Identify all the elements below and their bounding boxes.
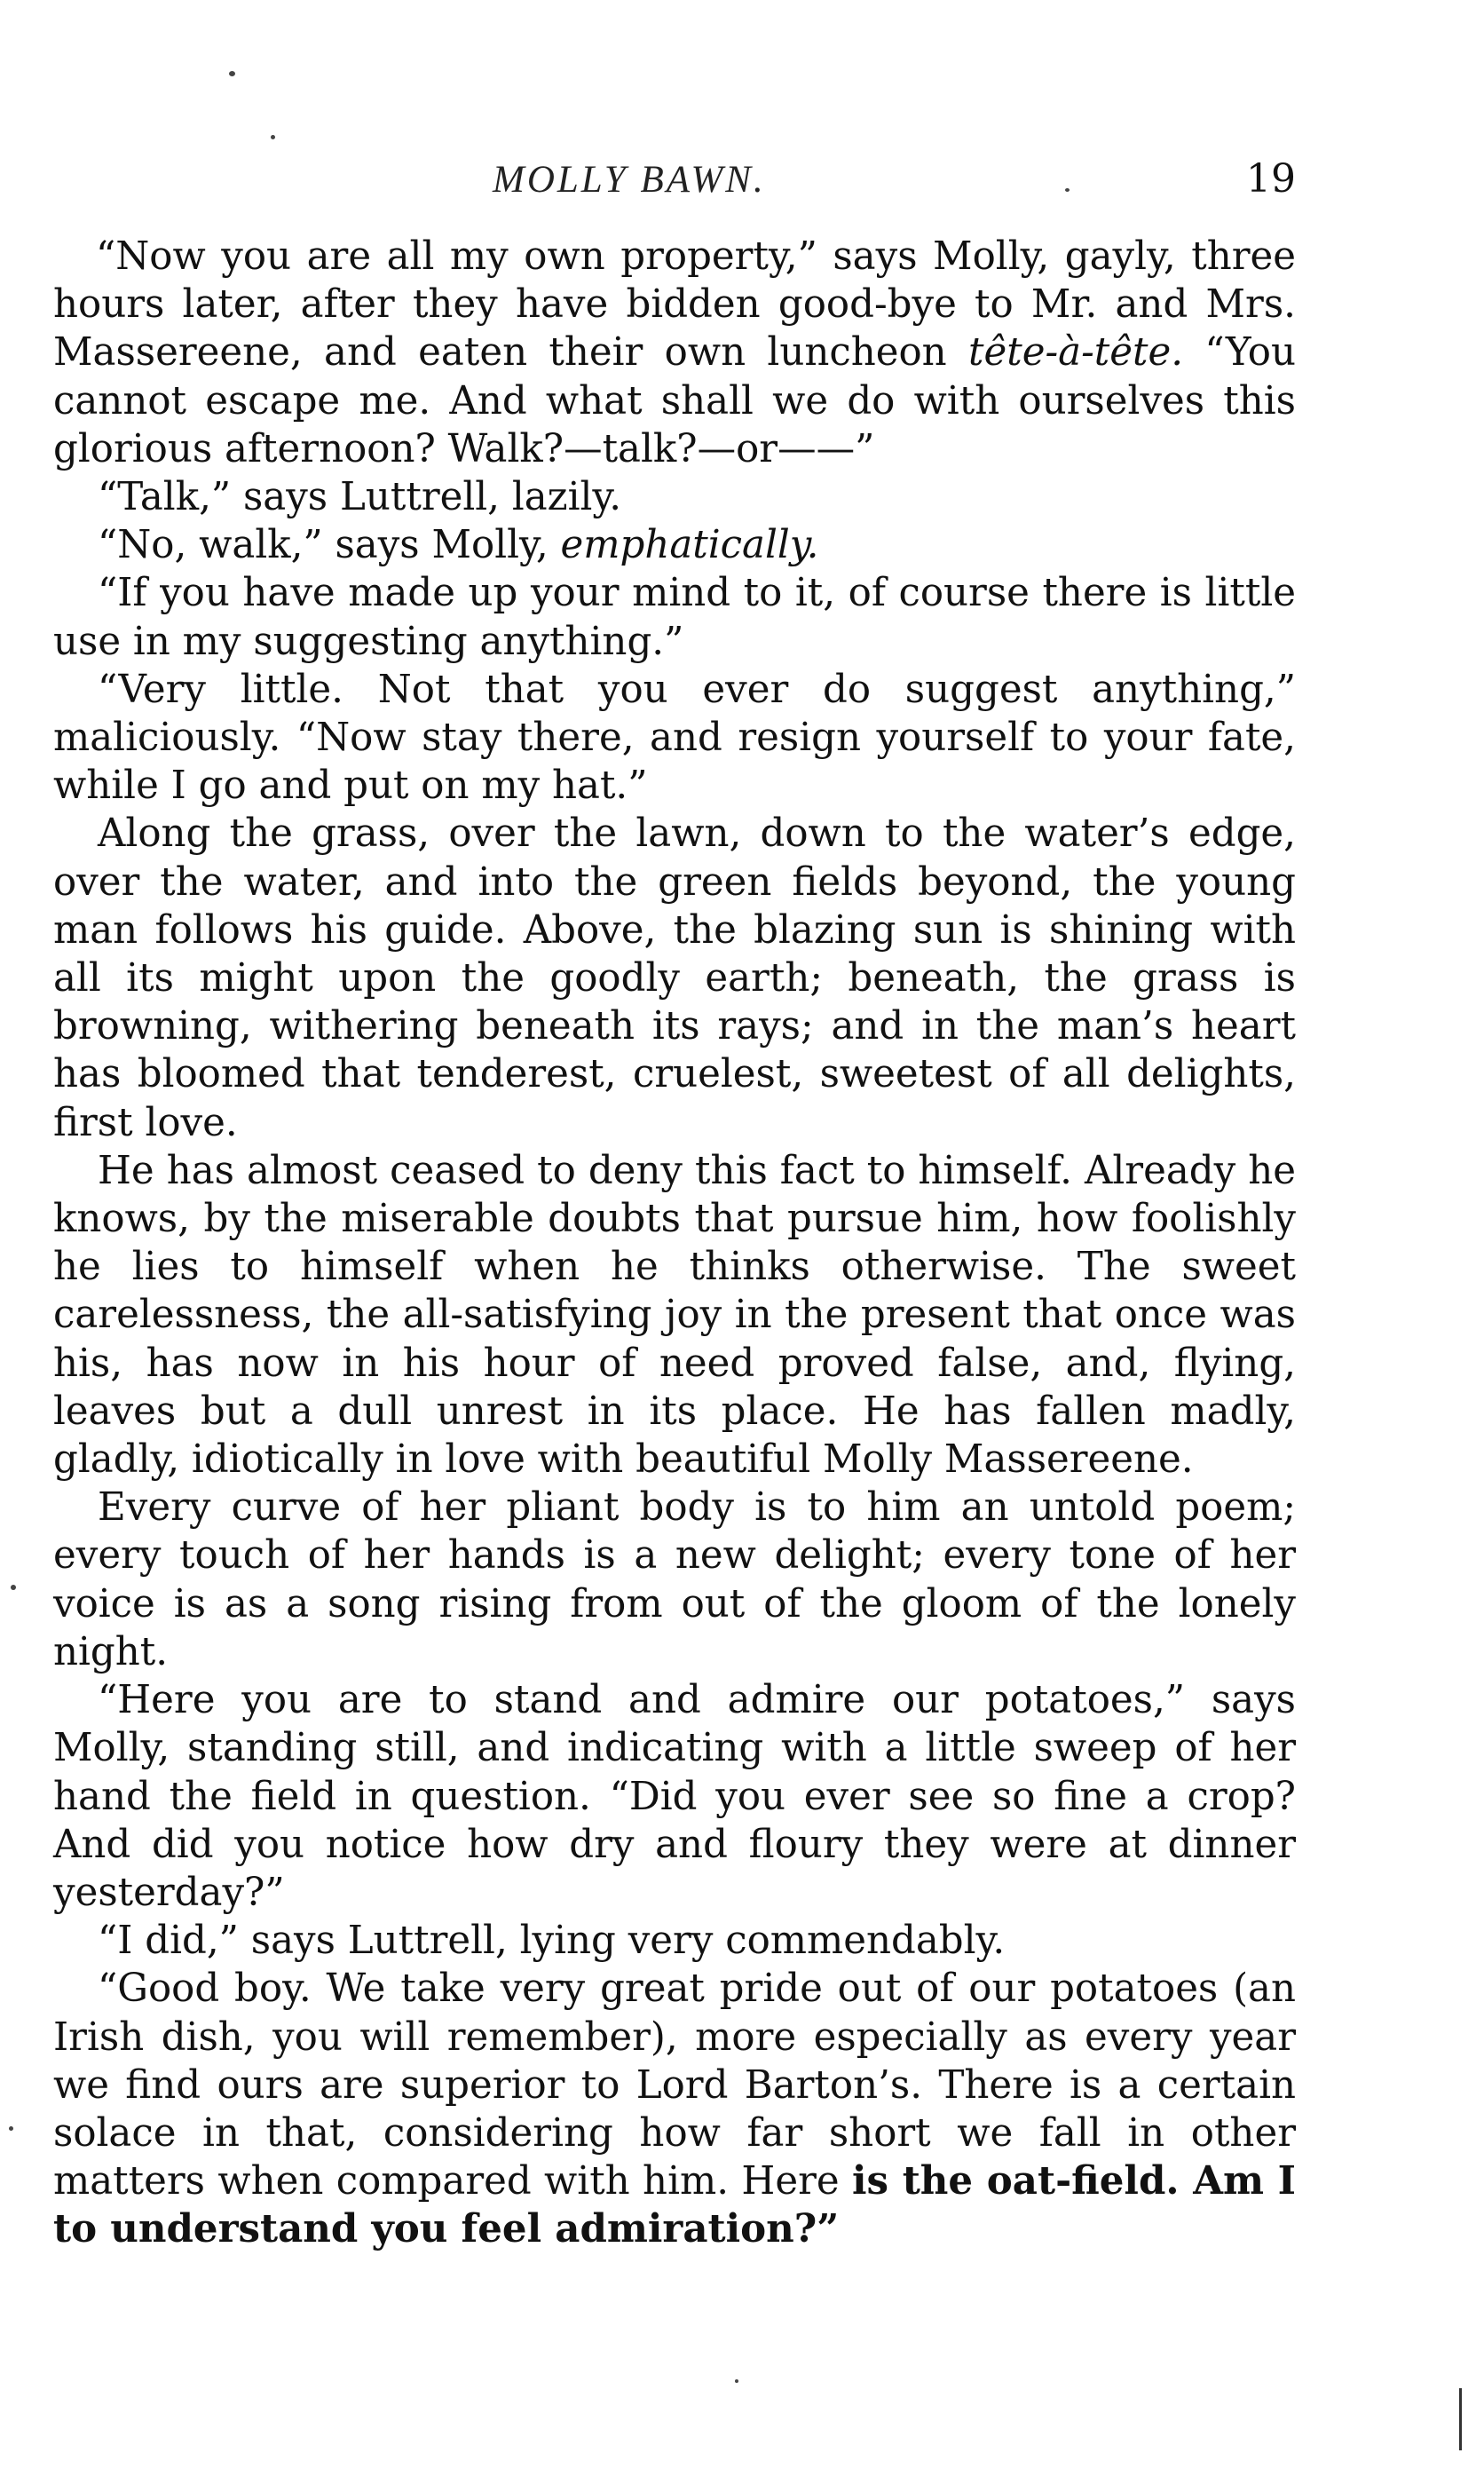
text-segment: Every curve of her pliant body is to him an untold poem; every touch of her hands is a new delight; every tone of her voice is as a song rising from out of the gloom of the lonely night. [53, 1485, 1296, 1674]
running-title: MOLLY BAWN. [493, 159, 766, 201]
text-segment: “No, walk,” says Molly, [98, 523, 561, 568]
paragraph [53, 1965, 1296, 2253]
paragraph [53, 1484, 1296, 1676]
text-segment: Along the grass, over the lawn, down to the water’s edge, over the water, and into the green fields beyond, the young man follows his guide. Above, the blazing sun is shining with all its might upon the goodly earth; beneath, the grass is browning, withering beneath its rays; and in the man’s heart has bloomed that tenderest, cruelest, sweetest of all delights, first love. [53, 811, 1296, 1145]
text-segment: emphatically. [560, 523, 819, 568]
ink-speck [735, 2379, 738, 2383]
paragraph [53, 1147, 1296, 1484]
text-segment: “You cannot escape me. And what shall we do with ourselves this glorious afternoon? Walk?—talk?—or——” [53, 330, 1296, 471]
paragraph [53, 473, 1296, 521]
ink-speck [9, 2126, 13, 2131]
paragraph [53, 233, 1296, 473]
text-segment: He has almost ceased to deny this fact to himself. Already he knows, by the miserable doubts that pursue him, how foolishly he lies to himself when he thinks otherwise. The sweet carelessness, the all-satisfying joy in the present that once was his, has now in his hour of need proved false, and, flying, leaves but a dull unrest in its place. He has fallen madly, gladly, idiotically in love with beautiful Molly Massereene. [53, 1148, 1296, 1483]
margin-mark [1459, 2388, 1462, 2450]
text-segment: “Now you are all my own property,” says Molly, gayly, three hours later, after they have bidden good-bye to Mr. and Mrs. Massereene, and eaten their own luncheon [53, 234, 1296, 376]
paragraph [53, 1676, 1296, 1917]
paragraph [53, 810, 1296, 1146]
paragraph [53, 521, 1296, 569]
text-segment: “If you have made up your mind to it, of course there is little use in my suggesting anything.” [53, 571, 1296, 664]
paragraph [53, 666, 1296, 811]
text-segment: is the oat-field. Am I to understand you feel admiration?” [53, 2158, 1296, 2252]
body-text [53, 233, 1296, 2254]
paragraph [53, 569, 1296, 665]
text-segment: “Very little. Not that you ever do suggest anything,” maliciously. “Now stay there, and resign yourself to your fate, while I go and put on my hat.” [53, 667, 1296, 809]
text-segment: “I did,” says Luttrell, lying very commendably. [98, 1919, 1006, 1964]
text-segment: “Here you are to stand and admire our potatoes,” says Molly, standing still, and indicating with a little sweep of her hand the field in question. “Did you ever see so fine a crop? And did you notice how dry and floury they were at dinner yesterday?” [53, 1678, 1296, 1915]
text-segment: “Good boy. We take very great pride out of our potatoes (an Irish dish, you will remember), more especially as every year we find ours are superior to Lord Barton’s. There is a certain solace in that, considering how far short we fall in other matters when compared with him. Here [53, 1966, 1296, 2204]
ink-speck [271, 135, 275, 139]
page-number: 19 [1246, 156, 1296, 202]
text-segment: “Talk,” says Luttrell, lazily. [98, 475, 622, 520]
text-segment: tête-à-tête. [968, 330, 1184, 376]
running-header [53, 151, 1296, 213]
paragraph [53, 1917, 1296, 1965]
ink-speck [11, 1585, 16, 1590]
ink-speck [229, 71, 235, 76]
